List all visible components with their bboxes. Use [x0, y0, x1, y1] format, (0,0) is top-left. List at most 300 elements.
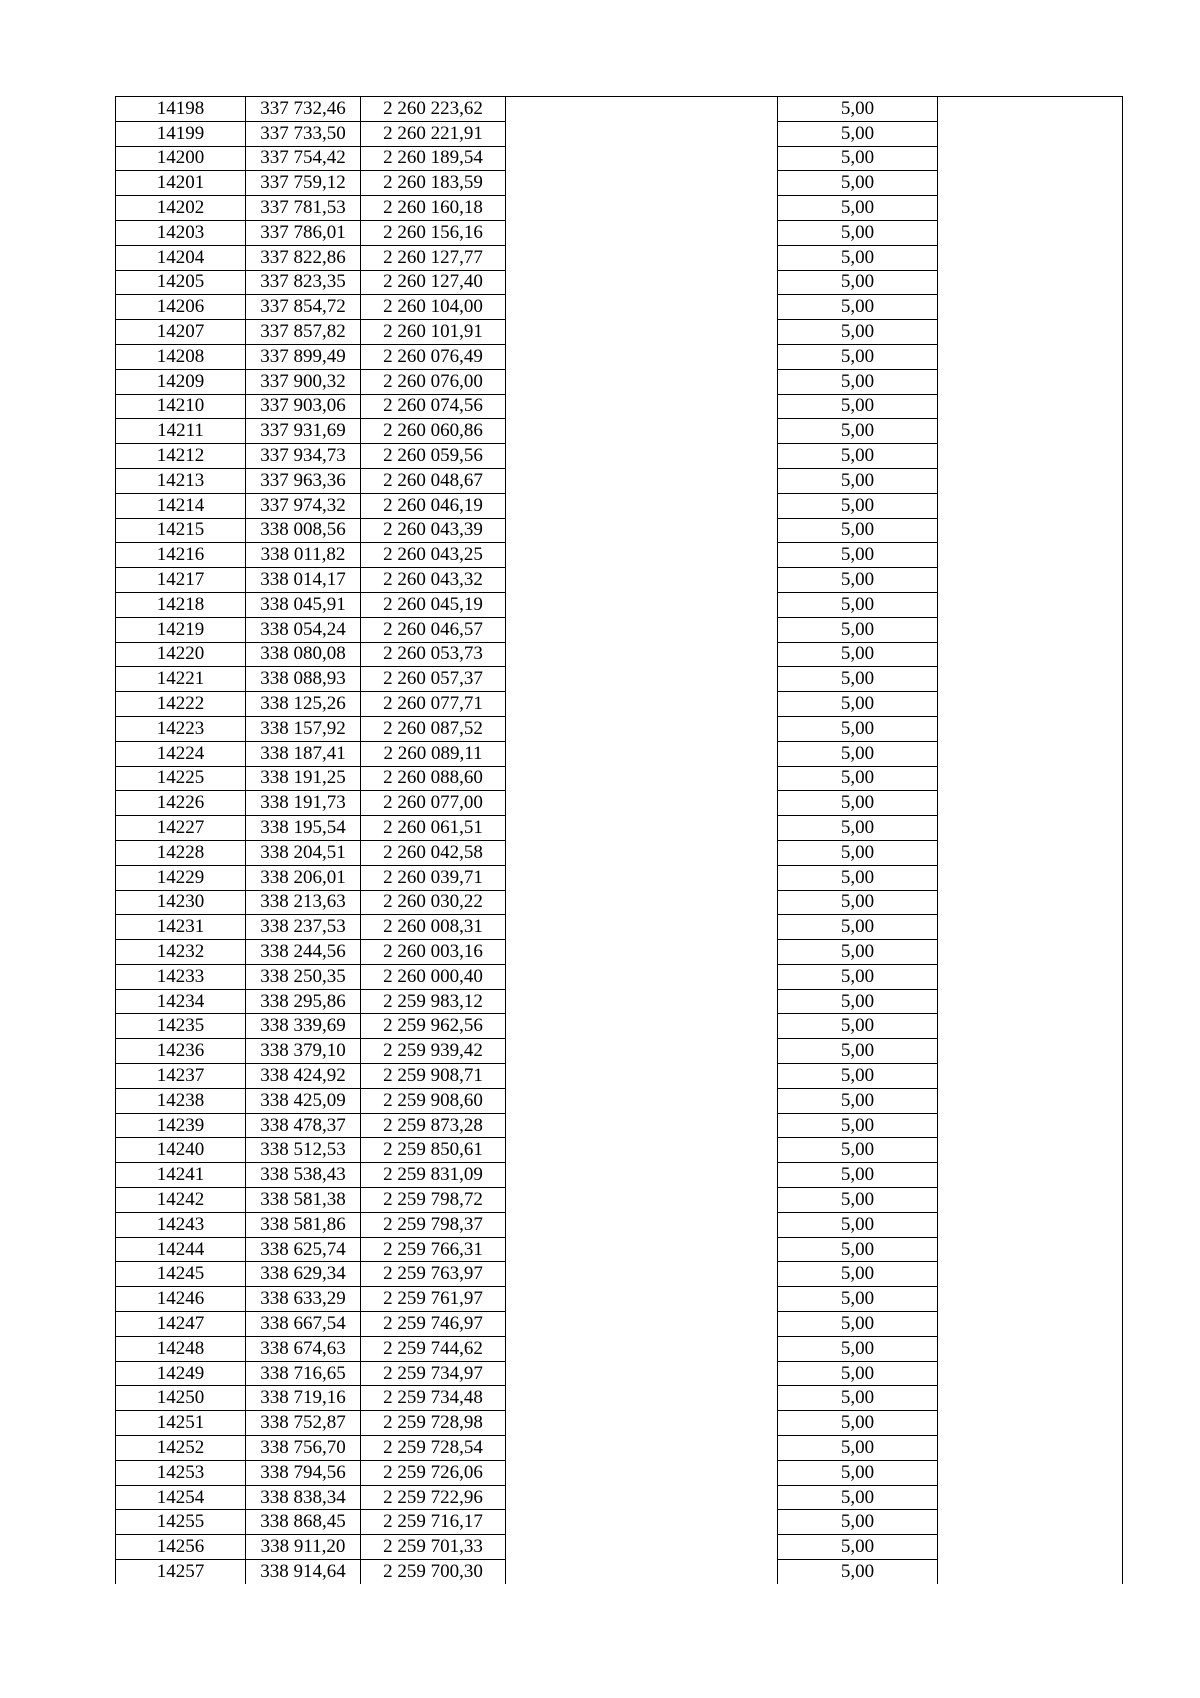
y-coordinate-cell: 2 260 039,71 — [361, 865, 506, 890]
point-number-cell: 14246 — [116, 1287, 246, 1312]
empty-column-cell — [506, 1287, 778, 1312]
table-row — [116, 865, 1123, 890]
empty-last-column-cell — [938, 716, 1123, 741]
empty-last-column-cell — [938, 1312, 1123, 1337]
empty-column-cell — [506, 220, 778, 245]
point-number-cell: 14214 — [116, 493, 246, 518]
accuracy-cell: 5,00 — [778, 1336, 938, 1361]
x-coordinate-cell: 338 206,01 — [246, 865, 361, 890]
table-row — [116, 394, 1123, 419]
point-number-cell: 14213 — [116, 468, 246, 493]
table-row — [116, 295, 1123, 320]
empty-column-cell — [506, 518, 778, 543]
empty-column-cell — [506, 419, 778, 444]
table-row — [116, 1361, 1123, 1386]
empty-last-column-cell — [938, 964, 1123, 989]
y-coordinate-cell: 2 259 908,71 — [361, 1064, 506, 1089]
empty-column-cell — [506, 568, 778, 593]
accuracy-cell: 5,00 — [778, 642, 938, 667]
point-number-cell: 14242 — [116, 1188, 246, 1213]
empty-column-cell — [506, 1535, 778, 1560]
table-row — [116, 196, 1123, 221]
y-coordinate-cell: 2 259 722,96 — [361, 1485, 506, 1510]
table-row — [116, 1336, 1123, 1361]
empty-column-cell — [506, 915, 778, 940]
x-coordinate-cell: 338 425,09 — [246, 1088, 361, 1113]
accuracy-cell: 5,00 — [778, 1510, 938, 1535]
accuracy-cell: 5,00 — [778, 568, 938, 593]
empty-last-column-cell — [938, 1237, 1123, 1262]
point-number-cell: 14222 — [116, 692, 246, 717]
x-coordinate-cell: 338 868,45 — [246, 1510, 361, 1535]
x-coordinate-cell: 337 931,69 — [246, 419, 361, 444]
table-row — [116, 1014, 1123, 1039]
accuracy-cell: 5,00 — [778, 667, 938, 692]
table-row — [116, 766, 1123, 791]
x-coordinate-cell: 338 204,51 — [246, 840, 361, 865]
table-row — [116, 692, 1123, 717]
empty-last-column-cell — [938, 97, 1123, 122]
point-number-cell: 14233 — [116, 964, 246, 989]
y-coordinate-cell: 2 260 046,57 — [361, 617, 506, 642]
accuracy-cell: 5,00 — [778, 1386, 938, 1411]
accuracy-cell: 5,00 — [778, 320, 938, 345]
table-row — [116, 369, 1123, 394]
point-number-cell: 14253 — [116, 1460, 246, 1485]
empty-column-cell — [506, 468, 778, 493]
table-row — [116, 964, 1123, 989]
empty-last-column-cell — [938, 1535, 1123, 1560]
empty-column-cell — [506, 245, 778, 270]
empty-column-cell — [506, 196, 778, 221]
table-row — [116, 989, 1123, 1014]
accuracy-cell: 5,00 — [778, 493, 938, 518]
accuracy-cell: 5,00 — [778, 592, 938, 617]
accuracy-cell: 5,00 — [778, 295, 938, 320]
table-row — [116, 121, 1123, 146]
table-row — [116, 568, 1123, 593]
empty-column-cell — [506, 1510, 778, 1535]
accuracy-cell: 5,00 — [778, 518, 938, 543]
accuracy-cell: 5,00 — [778, 1039, 938, 1064]
accuracy-cell: 5,00 — [778, 940, 938, 965]
accuracy-cell: 5,00 — [778, 716, 938, 741]
x-coordinate-cell: 337 899,49 — [246, 344, 361, 369]
accuracy-cell: 5,00 — [778, 245, 938, 270]
accuracy-cell: 5,00 — [778, 1287, 938, 1312]
table-row — [116, 419, 1123, 444]
empty-column-cell — [506, 369, 778, 394]
x-coordinate-cell: 338 633,29 — [246, 1287, 361, 1312]
empty-column-cell — [506, 1411, 778, 1436]
empty-last-column-cell — [938, 766, 1123, 791]
point-number-cell: 14225 — [116, 766, 246, 791]
point-number-cell: 14251 — [116, 1411, 246, 1436]
empty-last-column-cell — [938, 1485, 1123, 1510]
x-coordinate-cell: 338 191,73 — [246, 791, 361, 816]
y-coordinate-cell: 2 260 183,59 — [361, 171, 506, 196]
accuracy-cell: 5,00 — [778, 989, 938, 1014]
table-row — [116, 716, 1123, 741]
x-coordinate-cell: 338 581,86 — [246, 1212, 361, 1237]
empty-column-cell — [506, 1188, 778, 1213]
table-row — [116, 1510, 1123, 1535]
y-coordinate-cell: 2 259 873,28 — [361, 1113, 506, 1138]
x-coordinate-cell: 338 838,34 — [246, 1485, 361, 1510]
point-number-cell: 14231 — [116, 915, 246, 940]
empty-column-cell — [506, 741, 778, 766]
y-coordinate-cell: 2 260 074,56 — [361, 394, 506, 419]
y-coordinate-cell: 2 259 983,12 — [361, 989, 506, 1014]
accuracy-cell: 5,00 — [778, 1560, 938, 1584]
y-coordinate-cell: 2 260 087,52 — [361, 716, 506, 741]
x-coordinate-cell: 337 854,72 — [246, 295, 361, 320]
empty-last-column-cell — [938, 692, 1123, 717]
x-coordinate-cell: 338 756,70 — [246, 1436, 361, 1461]
table-row — [116, 320, 1123, 345]
accuracy-cell: 5,00 — [778, 220, 938, 245]
table-row — [116, 468, 1123, 493]
accuracy-cell: 5,00 — [778, 1212, 938, 1237]
y-coordinate-cell: 2 259 734,97 — [361, 1361, 506, 1386]
y-coordinate-cell: 2 259 798,72 — [361, 1188, 506, 1213]
x-coordinate-cell: 337 934,73 — [246, 444, 361, 469]
x-coordinate-cell: 338 014,17 — [246, 568, 361, 593]
table-row — [116, 1113, 1123, 1138]
x-coordinate-cell: 338 195,54 — [246, 816, 361, 841]
table-row — [116, 146, 1123, 171]
x-coordinate-cell: 338 716,65 — [246, 1361, 361, 1386]
empty-last-column-cell — [938, 369, 1123, 394]
accuracy-cell: 5,00 — [778, 444, 938, 469]
accuracy-cell: 5,00 — [778, 1014, 938, 1039]
empty-column-cell — [506, 1361, 778, 1386]
point-number-cell: 14255 — [116, 1510, 246, 1535]
table-row — [116, 940, 1123, 965]
accuracy-cell: 5,00 — [778, 543, 938, 568]
point-number-cell: 14228 — [116, 840, 246, 865]
x-coordinate-cell: 338 478,37 — [246, 1113, 361, 1138]
table-row — [116, 741, 1123, 766]
empty-column-cell — [506, 444, 778, 469]
point-number-cell: 14217 — [116, 568, 246, 593]
table-row — [116, 1411, 1123, 1436]
x-coordinate-cell: 337 857,82 — [246, 320, 361, 345]
y-coordinate-cell: 2 259 728,54 — [361, 1436, 506, 1461]
y-coordinate-cell: 2 260 076,49 — [361, 344, 506, 369]
accuracy-cell: 5,00 — [778, 964, 938, 989]
empty-column-cell — [506, 1436, 778, 1461]
x-coordinate-cell: 338 045,91 — [246, 592, 361, 617]
empty-last-column-cell — [938, 1510, 1123, 1535]
y-coordinate-cell: 2 259 728,98 — [361, 1411, 506, 1436]
table-row — [116, 344, 1123, 369]
empty-last-column-cell — [938, 1460, 1123, 1485]
y-coordinate-cell: 2 260 048,67 — [361, 468, 506, 493]
y-coordinate-cell: 2 260 156,16 — [361, 220, 506, 245]
empty-column-cell — [506, 1262, 778, 1287]
x-coordinate-cell: 338 512,53 — [246, 1138, 361, 1163]
empty-last-column-cell — [938, 1163, 1123, 1188]
y-coordinate-cell: 2 260 046,19 — [361, 493, 506, 518]
y-coordinate-cell: 2 259 908,60 — [361, 1088, 506, 1113]
accuracy-cell: 5,00 — [778, 1163, 938, 1188]
x-coordinate-cell: 338 080,08 — [246, 642, 361, 667]
point-number-cell: 14254 — [116, 1485, 246, 1510]
point-number-cell: 14243 — [116, 1212, 246, 1237]
y-coordinate-cell: 2 260 030,22 — [361, 890, 506, 915]
table-row — [116, 493, 1123, 518]
accuracy-cell: 5,00 — [778, 344, 938, 369]
x-coordinate-cell: 338 191,25 — [246, 766, 361, 791]
y-coordinate-cell: 2 260 089,11 — [361, 741, 506, 766]
accuracy-cell: 5,00 — [778, 1088, 938, 1113]
y-coordinate-cell: 2 259 939,42 — [361, 1039, 506, 1064]
empty-last-column-cell — [938, 1064, 1123, 1089]
x-coordinate-cell: 338 911,20 — [246, 1535, 361, 1560]
point-number-cell: 14241 — [116, 1163, 246, 1188]
x-coordinate-cell: 338 125,26 — [246, 692, 361, 717]
accuracy-cell: 5,00 — [778, 865, 938, 890]
y-coordinate-cell: 2 260 043,25 — [361, 543, 506, 568]
accuracy-cell: 5,00 — [778, 146, 938, 171]
empty-last-column-cell — [938, 220, 1123, 245]
point-number-cell: 14247 — [116, 1312, 246, 1337]
y-coordinate-cell: 2 260 104,00 — [361, 295, 506, 320]
accuracy-cell: 5,00 — [778, 196, 938, 221]
empty-last-column-cell — [938, 865, 1123, 890]
x-coordinate-cell: 337 903,06 — [246, 394, 361, 419]
table-row — [116, 1312, 1123, 1337]
point-number-cell: 14215 — [116, 518, 246, 543]
y-coordinate-cell: 2 260 042,58 — [361, 840, 506, 865]
x-coordinate-cell: 338 339,69 — [246, 1014, 361, 1039]
x-coordinate-cell: 337 900,32 — [246, 369, 361, 394]
y-coordinate-cell: 2 260 077,71 — [361, 692, 506, 717]
accuracy-cell: 5,00 — [778, 1237, 938, 1262]
empty-column-cell — [506, 543, 778, 568]
x-coordinate-cell: 338 008,56 — [246, 518, 361, 543]
point-number-cell: 14201 — [116, 171, 246, 196]
y-coordinate-cell: 2 259 798,37 — [361, 1212, 506, 1237]
table-row — [116, 1485, 1123, 1510]
x-coordinate-cell: 338 625,74 — [246, 1237, 361, 1262]
empty-last-column-cell — [938, 1361, 1123, 1386]
table-row — [116, 518, 1123, 543]
table-row — [116, 1138, 1123, 1163]
empty-last-column-cell — [938, 840, 1123, 865]
empty-last-column-cell — [938, 171, 1123, 196]
empty-column-cell — [506, 667, 778, 692]
y-coordinate-cell: 2 259 850,61 — [361, 1138, 506, 1163]
table-row — [116, 1436, 1123, 1461]
table-row — [116, 97, 1123, 122]
empty-column-cell — [506, 692, 778, 717]
empty-column-cell — [506, 642, 778, 667]
y-coordinate-cell: 2 260 061,51 — [361, 816, 506, 841]
table-row — [116, 1188, 1123, 1213]
accuracy-cell: 5,00 — [778, 1460, 938, 1485]
x-coordinate-cell: 338 157,92 — [246, 716, 361, 741]
accuracy-cell: 5,00 — [778, 890, 938, 915]
point-number-cell: 14210 — [116, 394, 246, 419]
empty-last-column-cell — [938, 295, 1123, 320]
accuracy-cell: 5,00 — [778, 741, 938, 766]
y-coordinate-cell: 2 259 734,48 — [361, 1386, 506, 1411]
x-coordinate-cell: 337 974,32 — [246, 493, 361, 518]
accuracy-cell: 5,00 — [778, 1535, 938, 1560]
empty-column-cell — [506, 816, 778, 841]
empty-last-column-cell — [938, 468, 1123, 493]
x-coordinate-cell: 338 752,87 — [246, 1411, 361, 1436]
empty-last-column-cell — [938, 1088, 1123, 1113]
empty-last-column-cell — [938, 493, 1123, 518]
table-row — [116, 890, 1123, 915]
empty-column-cell — [506, 1485, 778, 1510]
y-coordinate-cell: 2 259 763,97 — [361, 1262, 506, 1287]
y-coordinate-cell: 2 260 045,19 — [361, 592, 506, 617]
point-number-cell: 14200 — [116, 146, 246, 171]
x-coordinate-cell: 337 822,86 — [246, 245, 361, 270]
point-number-cell: 14212 — [116, 444, 246, 469]
x-coordinate-cell: 338 629,34 — [246, 1262, 361, 1287]
accuracy-cell: 5,00 — [778, 816, 938, 841]
y-coordinate-cell: 2 260 008,31 — [361, 915, 506, 940]
empty-column-cell — [506, 791, 778, 816]
empty-column-cell — [506, 1460, 778, 1485]
table-row — [116, 617, 1123, 642]
empty-column-cell — [506, 592, 778, 617]
y-coordinate-cell: 2 259 962,56 — [361, 1014, 506, 1039]
point-number-cell: 14207 — [116, 320, 246, 345]
table-row — [116, 915, 1123, 940]
empty-column-cell — [506, 394, 778, 419]
accuracy-cell: 5,00 — [778, 121, 938, 146]
table-row — [116, 444, 1123, 469]
y-coordinate-cell: 2 260 088,60 — [361, 766, 506, 791]
accuracy-cell: 5,00 — [778, 1485, 938, 1510]
empty-last-column-cell — [938, 419, 1123, 444]
y-coordinate-cell: 2 259 716,17 — [361, 1510, 506, 1535]
point-number-cell: 14208 — [116, 344, 246, 369]
empty-last-column-cell — [938, 1039, 1123, 1064]
empty-last-column-cell — [938, 989, 1123, 1014]
empty-last-column-cell — [938, 617, 1123, 642]
empty-last-column-cell — [938, 543, 1123, 568]
empty-column-cell — [506, 493, 778, 518]
y-coordinate-cell: 2 260 221,91 — [361, 121, 506, 146]
y-coordinate-cell: 2 259 766,31 — [361, 1237, 506, 1262]
x-coordinate-cell: 338 719,16 — [246, 1386, 361, 1411]
point-number-cell: 14252 — [116, 1436, 246, 1461]
y-coordinate-cell: 2 260 043,32 — [361, 568, 506, 593]
accuracy-cell: 5,00 — [778, 1361, 938, 1386]
x-coordinate-cell: 338 237,53 — [246, 915, 361, 940]
table-row — [116, 1088, 1123, 1113]
empty-last-column-cell — [938, 1287, 1123, 1312]
empty-last-column-cell — [938, 1411, 1123, 1436]
point-number-cell: 14232 — [116, 940, 246, 965]
x-coordinate-cell: 337 754,42 — [246, 146, 361, 171]
y-coordinate-cell: 2 260 223,62 — [361, 97, 506, 122]
point-number-cell: 14240 — [116, 1138, 246, 1163]
empty-last-column-cell — [938, 592, 1123, 617]
accuracy-cell: 5,00 — [778, 171, 938, 196]
table-row — [116, 1212, 1123, 1237]
empty-column-cell — [506, 121, 778, 146]
table-body — [116, 97, 1123, 1584]
accuracy-cell: 5,00 — [778, 1262, 938, 1287]
accuracy-cell: 5,00 — [778, 1138, 938, 1163]
y-coordinate-cell: 2 260 160,18 — [361, 196, 506, 221]
empty-last-column-cell — [938, 320, 1123, 345]
point-number-cell: 14220 — [116, 642, 246, 667]
y-coordinate-cell: 2 260 053,73 — [361, 642, 506, 667]
point-number-cell: 14224 — [116, 741, 246, 766]
point-number-cell: 14216 — [116, 543, 246, 568]
table-row — [116, 1560, 1123, 1584]
empty-column-cell — [506, 964, 778, 989]
empty-last-column-cell — [938, 344, 1123, 369]
point-number-cell: 14245 — [116, 1262, 246, 1287]
empty-last-column-cell — [938, 741, 1123, 766]
empty-column-cell — [506, 1336, 778, 1361]
y-coordinate-cell: 2 260 000,40 — [361, 964, 506, 989]
point-number-cell: 14221 — [116, 667, 246, 692]
accuracy-cell: 5,00 — [778, 840, 938, 865]
y-coordinate-cell: 2 260 077,00 — [361, 791, 506, 816]
point-number-cell: 14211 — [116, 419, 246, 444]
x-coordinate-cell: 337 732,46 — [246, 97, 361, 122]
y-coordinate-cell: 2 260 127,40 — [361, 270, 506, 295]
point-number-cell: 14202 — [116, 196, 246, 221]
empty-last-column-cell — [938, 518, 1123, 543]
x-coordinate-cell: 338 244,56 — [246, 940, 361, 965]
empty-column-cell — [506, 1312, 778, 1337]
table-row — [116, 543, 1123, 568]
x-coordinate-cell: 338 088,93 — [246, 667, 361, 692]
empty-last-column-cell — [938, 667, 1123, 692]
table-row — [116, 1039, 1123, 1064]
empty-column-cell — [506, 270, 778, 295]
table-row — [116, 1262, 1123, 1287]
y-coordinate-cell: 2 259 744,62 — [361, 1336, 506, 1361]
empty-last-column-cell — [938, 568, 1123, 593]
x-coordinate-cell: 338 538,43 — [246, 1163, 361, 1188]
empty-last-column-cell — [938, 940, 1123, 965]
empty-last-column-cell — [938, 1560, 1123, 1584]
point-number-cell: 14198 — [116, 97, 246, 122]
empty-column-cell — [506, 171, 778, 196]
empty-last-column-cell — [938, 245, 1123, 270]
x-coordinate-cell: 337 759,12 — [246, 171, 361, 196]
y-coordinate-cell: 2 260 076,00 — [361, 369, 506, 394]
table-row — [116, 1064, 1123, 1089]
x-coordinate-cell: 337 733,50 — [246, 121, 361, 146]
point-number-cell: 14223 — [116, 716, 246, 741]
empty-column-cell — [506, 890, 778, 915]
table-row — [116, 1163, 1123, 1188]
point-number-cell: 14203 — [116, 220, 246, 245]
point-number-cell: 14204 — [116, 245, 246, 270]
empty-last-column-cell — [938, 1188, 1123, 1213]
empty-column-cell — [506, 766, 778, 791]
point-number-cell: 14218 — [116, 592, 246, 617]
accuracy-cell: 5,00 — [778, 791, 938, 816]
point-number-cell: 14230 — [116, 890, 246, 915]
empty-column-cell — [506, 1212, 778, 1237]
empty-last-column-cell — [938, 121, 1123, 146]
